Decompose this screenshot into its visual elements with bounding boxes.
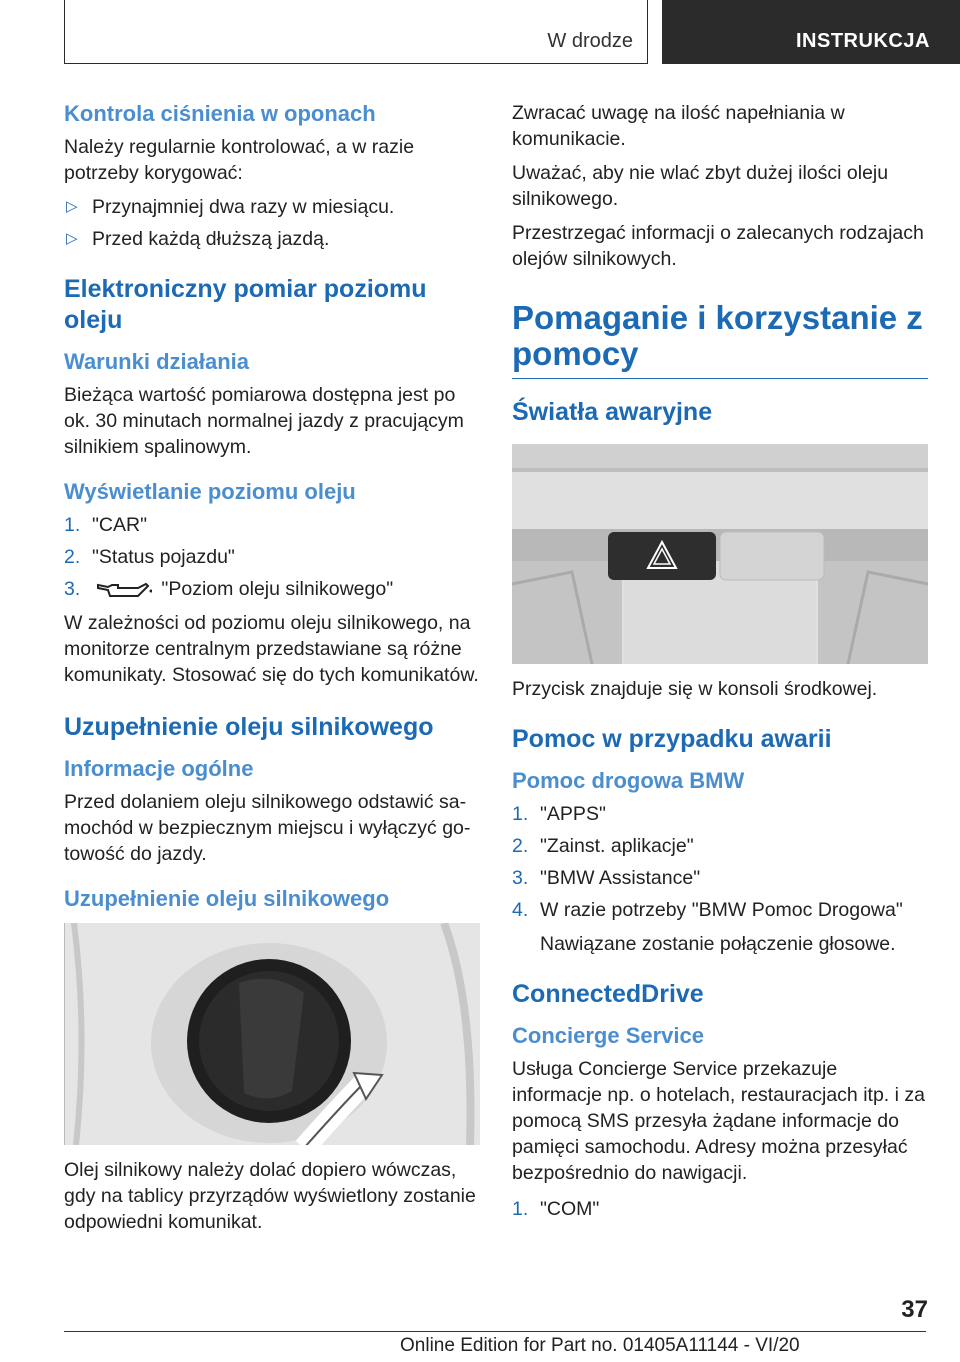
oil-types-text: Przestrzegać informacji o zalecanych rodzajach olejów silnikowych. xyxy=(512,222,924,270)
oil-filler-cap-image xyxy=(64,923,480,1145)
list-item: 1. "CAR" xyxy=(64,514,148,536)
heading-general-info: Informacje ogólne xyxy=(64,756,254,781)
heading-hazard-lights: Światła awaryjne xyxy=(512,398,713,426)
conditions-text: Bieżąca wartość pomiarowa dostępna jest po ok. 30 minutach normalnej jazdy z pracującym silnikiem spalinowym. xyxy=(64,384,464,458)
list-item: 2. "Zainst. aplikacje" xyxy=(512,835,694,857)
list-item: ▷ Przed każdą dłuższą jazdą. xyxy=(66,228,330,250)
concierge-steps xyxy=(512,1196,928,1222)
heading-help: Pomaganie i korzystanie z pomocy xyxy=(512,300,928,379)
heading-breakdown: Pomoc w przypadku awarii xyxy=(512,725,832,753)
list-item: 3. "Poziom oleju silnikowego" xyxy=(64,578,394,600)
triangle-right-icon: ▷ xyxy=(66,198,78,215)
oil-can-icon xyxy=(94,579,152,601)
oil-display-steps xyxy=(64,512,480,602)
triangle-right-icon: ▷ xyxy=(66,230,78,247)
section-header-box xyxy=(64,0,648,64)
roadside-note: Nawiązane zostanie połączenie głosowe. xyxy=(540,933,896,955)
section-title: W drodze xyxy=(547,30,633,52)
page-header xyxy=(0,0,960,66)
fill-amount-text: Zwracać uwagę na ilość napełniania w komunikacie. xyxy=(512,102,845,150)
manual-tab[interactable]: INSTRUKCJA xyxy=(662,0,960,64)
left-column xyxy=(64,100,480,1243)
footer-edition: Online Edition for Part no. 01405A11144 - VI/20 xyxy=(400,1335,800,1356)
list-item: 1. "COM" xyxy=(512,1198,600,1220)
heading-roadside: Pomoc drogowa BMW xyxy=(512,768,745,793)
refill-text: Olej silnikowy należy dolać dopiero wówczas, gdy na tablicy przyrządów wyświetlony zostanie odpowiedni komunikat. xyxy=(64,1159,476,1233)
heading-concierge: Concierge Service xyxy=(512,1023,704,1048)
footer-divider xyxy=(64,1331,926,1332)
heading-oil-display: Wyświetlanie poziomu oleju xyxy=(64,479,356,504)
roadside-steps xyxy=(512,801,928,923)
heading-conditions: Warunki działania xyxy=(64,349,250,374)
list-item: 4. W razie potrzeby "BMW Pomoc Drogowa" xyxy=(512,899,903,921)
overfill-warning-text: Uważać, aby nie wlać zbyt dużej ilości oleju silnikowego. xyxy=(512,162,889,210)
list-item: 1. "APPS" xyxy=(512,803,606,825)
hazard-location-text: Przycisk znajduje się w konsoli środkowej. xyxy=(512,678,878,700)
heading-oil-refill: Uzupełnienie oleju silnikowego xyxy=(64,713,434,741)
heading-oil-measurement: Elektroniczny pomiar poziomu oleju xyxy=(64,275,427,334)
concierge-text: Usługa Concierge Service przekazuje informacje np. o hotelach, restauracjach itp. i za pomocą SMS przesyła żądane informacje do pamięci samochodu. Adresy można przesyłać bezpośrednio do nawigacji. xyxy=(512,1058,925,1184)
page-number: 37 xyxy=(901,1296,928,1323)
heading-oil-refill-sub: Uzupełnienie oleju silnikowego xyxy=(64,886,390,911)
heading-tire-pressure: Kontrola ciśnienia w oponach xyxy=(64,101,376,126)
list-item: ▷ Przynajmniej dwa razy w miesiącu. xyxy=(66,196,395,218)
list-item: 2. "Status pojazdu" xyxy=(64,546,235,568)
general-info-text: Przed dolaniem oleju silnikowego odstawić samochód w bezpiecznym miejscu i wyłączyć gotowość do jazdy. xyxy=(64,791,471,865)
tire-list xyxy=(64,194,480,252)
oil-display-text: W zależności od poziomu oleju silnikowego, na monitorze centralnym przedstawiane są różne komunikaty. Stosować się do tych komunikatów. xyxy=(64,612,479,686)
tire-intro: Należy regularnie kontrolować, a w razie potrzeby korygować: xyxy=(64,136,415,184)
right-column xyxy=(512,100,928,1230)
list-item: 3. "BMW Assistance" xyxy=(512,867,701,889)
heading-connecteddrive: ConnectedDrive xyxy=(512,980,704,1008)
hazard-button-image xyxy=(512,444,928,664)
